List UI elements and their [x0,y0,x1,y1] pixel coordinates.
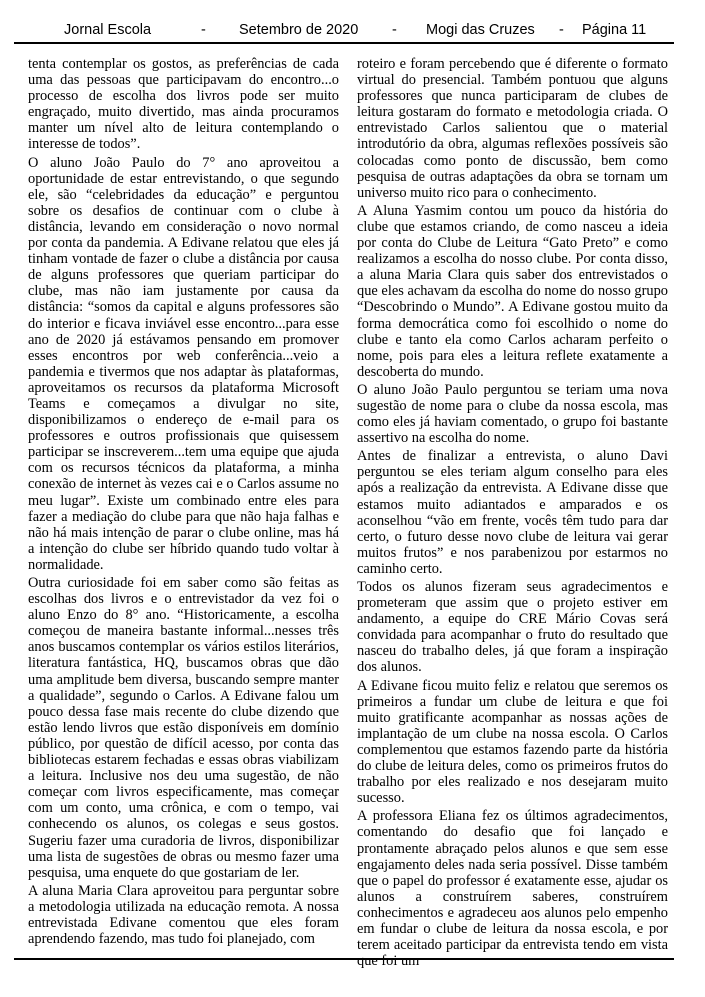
paragraph: roteiro e foram percebendo que é diferente o formato virtual do presencial. Também pontuou que alguns professores que nunca participaram de clubes de leitura gostaram do formato e metodologia criada. O entrevistado Carlos salientou que o material introdutório da obra, algumas reflexões possíveis são colocadas como ponto de discussão, bem como pesquisa de outras adaptações da obra se tornam um universo muito rico para o conhecimento. [357,56,668,201]
paragraph: tenta contemplar os gostos, as preferências de cada uma das pessoas que participavam do encontro...o processo de escolha dos livros pode ser muito engraçado, muito divertido, mas ainda procuramos manter um nível alto de leitura contemplando o interesse de todos”. [28,56,339,153]
paragraph: A Edivane ficou muito feliz e relatou que seremos os primeiros a fundar um clube de leitura e que foi muito gratificante acompanhar as nossas ações de implantação de um clube na nossa escola. O Carlos complementou que estamos fazendo parte da história do clube de leitura deles, como os primeiros frutos do trabalho por eles realizado e nos desejaram muito sucesso. [357,677,668,807]
header-separator: - [201,22,206,38]
paragraph: A Aluna Yasmim contou um pouco da história do clube que estamos criando, de como nasceu a ideia por conta do Clube de Leitura “Gato Preto” e como realizamos a escolha do nosso clube. Por conta disso, a aluna Maria Clara quis saber dos entrevistados o que eles achavam da escolha do nome do nosso grupo “Descobrindo o Mundo”. A Edivane gostou muito da forma democrática como foi escolhido o nome do clube e tanto ela como Carlos acharam perfeito o nome, pois para eles a leitura reflete exatamente a descoberta do mundo. [357,202,668,380]
city-name: Mogi das Cruzes [426,22,535,38]
paragraph: Antes de finalizar a entrevista, o aluno Davi perguntou se eles teriam algum conselho para eles após a realização da entrevista. A Edivane disse que estamos muito adiantados e amparados e os aconselhou “vão em frente, vocês têm tudo para dar certo, o futuro desse novo clube de leitura vai gerar muitos frutos” e nos parabenizou por estarmos no caminho certo. [357,448,668,577]
paragraph: A aluna Maria Clara aproveitou para perguntar sobre a metodologia utilizada na educação remota. A nossa entrevistada Edivane comentou que eles foram aprendendo fazendo, mas tudo foi planejado, com [28,882,339,948]
right-column [357,56,668,970]
issue-date: Setembro de 2020 [239,22,359,38]
header-separator: - [559,22,564,38]
left-column [28,56,339,948]
paragraph: O aluno João Paulo do 7° ano aproveitou a oportunidade de estar entrevistando, o que segundo ele, são “celebridades da educação” e perguntou sobre os desafios de continuar com o clube à distância, levando em consideração o novo normal por conta da pandemia. A Edivane relatou que eles já tinham vontade de fazer o clube a distância por causa de alguns professores que queriam participar do clube, mas não iam justamente por causa da distância: “somos da capital e alguns professores são do interior e ficava inviável esse encontro...para esse ano de 2020 já estávamos pensando em promover esses encontros por web conferência...veio a pandemia e tivermos que nos adaptar às plataformas, aproveitamos os recursos da plataforma Microsoft Teams e começamos a divulgar no site, disponibilizamos o endereço de e-mail para os professores e outros profissionais que quisessem participar se inscreverem...tem uma equipe que ajuda com os recursos técnicos da plataforma, a minha conexão de internet às vezes cai e o Carlos assume no meu lugar”. Existe um combinado entre eles para fazer a mediação do clube para que não haja falhas e não há mais intenção de parar o clube online, mas há a intenção do clube ser híbrido quando tudo voltar à normalidade. [28,154,339,573]
paragraph: A professora Eliana fez os últimos agradecimentos, comentando do desafio que foi lançado e prontamente abraçado pelos alunos e que sem esse engajamento deles nada seria possível. Disse também que o papel do professor é exatamente esse, ajudar os alunos a construírem saberes, construírem conhecimentos e agradeceu aos alunos pelo empenho em fundar o clube de leitura da nossa escola, e por terem aceitado participar da entrevista tendo em vista que foi um [357,808,668,970]
page-header [14,20,674,44]
article-body [28,56,668,970]
paragraph: O aluno João Paulo perguntou se teriam uma nova sugestão de nome para o clube da nossa escola, mas como eles já haviam comentado, o grupo foi bastante assertivo na escolha do nome. [357,381,668,447]
page-number: Página 11 [582,22,647,38]
newspaper-name: Jornal Escola [64,22,152,38]
header-separator: - [392,22,397,38]
paragraph: Todos os alunos fizeram seus agradecimentos e prometeram que assim que o projeto estiver em andamento, a equipe do CRE Mário Covas será convidada para acompanhar o fruto do resultado que nasceu do trabalho deles, já que foram a inspiração dos alunos. [357,579,668,676]
paragraph: Outra curiosidade foi em saber como são feitas as escolhas dos livros e o entrevistador da vez foi o aluno Enzo do 8° ano. “Historicamente, a escolha começou de maneira bastante informal...nesses três anos buscamos contemplar os vários estilos literários, literatura fantástica, HQ, buscamos obras que dão uma amplitude bem diversa, buscando sempre manter a qualidade”, segundo o Carlos. A Edivane falou um pouco dessa fase mais recente do clube dizendo que estão lendo livros que estão disponíveis em domínio público, por questão de difícil acesso, por conta das bibliotecas estarem fechadas e essas obras viabilizam a leitura. Inclusive nos deu uma sugestão, de não começar com livros especificamente, mas começar com um conto, uma crônica, e com o tempo, vai conhecendo os alunos, os colegas e seus gostos. Sugeriu fazer uma curadoria de livros, disponibilizar uma lista de sugestões de obras ou mesmo fazer uma pesquisa, uma enquete do que gostariam de ler. [28,575,339,881]
footer-rule [14,958,674,960]
